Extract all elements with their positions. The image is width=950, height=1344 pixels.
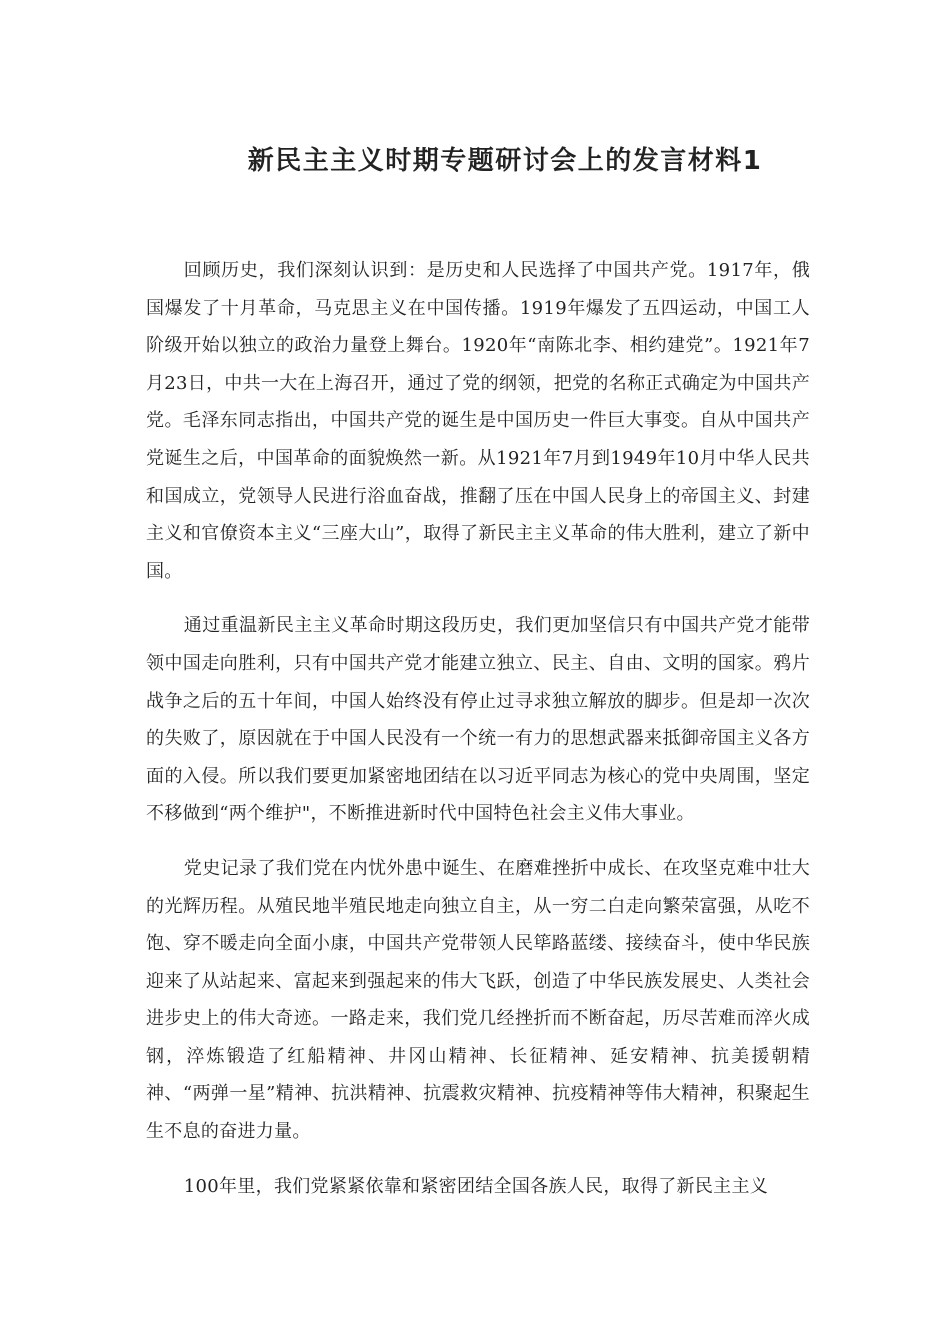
paragraph: 党史记录了我们党在内忧外患中诞生、在磨难挫折中成长、在攻坚克难中壮大的光辉历程。从殖民地半殖民地走向独立自主，从一穷二白走向繁荣富强，从吃不饱、穿不暖走向全面小康，中国共产党带领人民筚路蓝缕、接续奋斗，使中华民族迎来了从站起来、富起来到强起来的伟大飞跃，创造了中华民族发展史、人类社会进步史上的伟大奇迹。一路走来，我们党几经挫折而不断奋起，历尽苦难而淬火成钢，淬炼锻造了红船精神、井冈山精神、长征精神、延安精神、抗美援朝精神、“两弹一星”精神、抗洪精神、抗震救灾精神、抗疫精神等伟大精神，积聚起生生不息的奋进力量。 xyxy=(146,857,810,1143)
document-body xyxy=(146,252,810,1222)
document-title: 新民主主义时期专题研讨会上的发言材料1 xyxy=(247,146,763,176)
paragraph: 通过重温新民主主义革命时期这段历史，我们更加坚信只有中国共产党才能带领中国走向胜利，只有中国共产党才能建立独立、民主、自由、文明的国家。鸦片战争之后的五十年间，中国人始终没有停止过寻求独立解放的脚步。但是却一次次的失败了，原因就在于中国人民没有一个统一有力的思想武器来抵御帝国主义各方面的入侵。所以我们要更加紧密地团结在以习近平同志为核心的党中央周围，坚定不移做到“两个维护"，不断推进新时代中国特色社会主义伟大事业。 xyxy=(146,615,810,825)
paragraph: 回顾历史，我们深刻认识到：是历史和人民选择了中国共产党。1917年，俄国爆发了十月革命，马克思主义在中国传播。1919年爆发了五四运动，中国工人阶级开始以独立的政治力量登上舞台。1920年“南陈北李、相约建党”。1921年7月23日，中共一大在上海召开，通过了党的纲领，把党的名称正式确定为中国共产党。毛泽东同志指出，中国共产党的诞生是中国历史一件巨大事变。自从中国共产党诞生之后，中国革命的面貌焕然一新。从1921年7月到1949年10月中华人民共和国成立，党领导人民进行浴血奋战，推翻了压在中国人民身上的帝国主义、封建主义和官僚资本主义“三座大山”，取得了新民主主义革命的伟大胜利，建立了新中国。 xyxy=(146,260,811,582)
paragraph: 100年里，我们党紧紧依靠和紧密团结全国各族人民，取得了新民主主义 xyxy=(183,1175,769,1197)
